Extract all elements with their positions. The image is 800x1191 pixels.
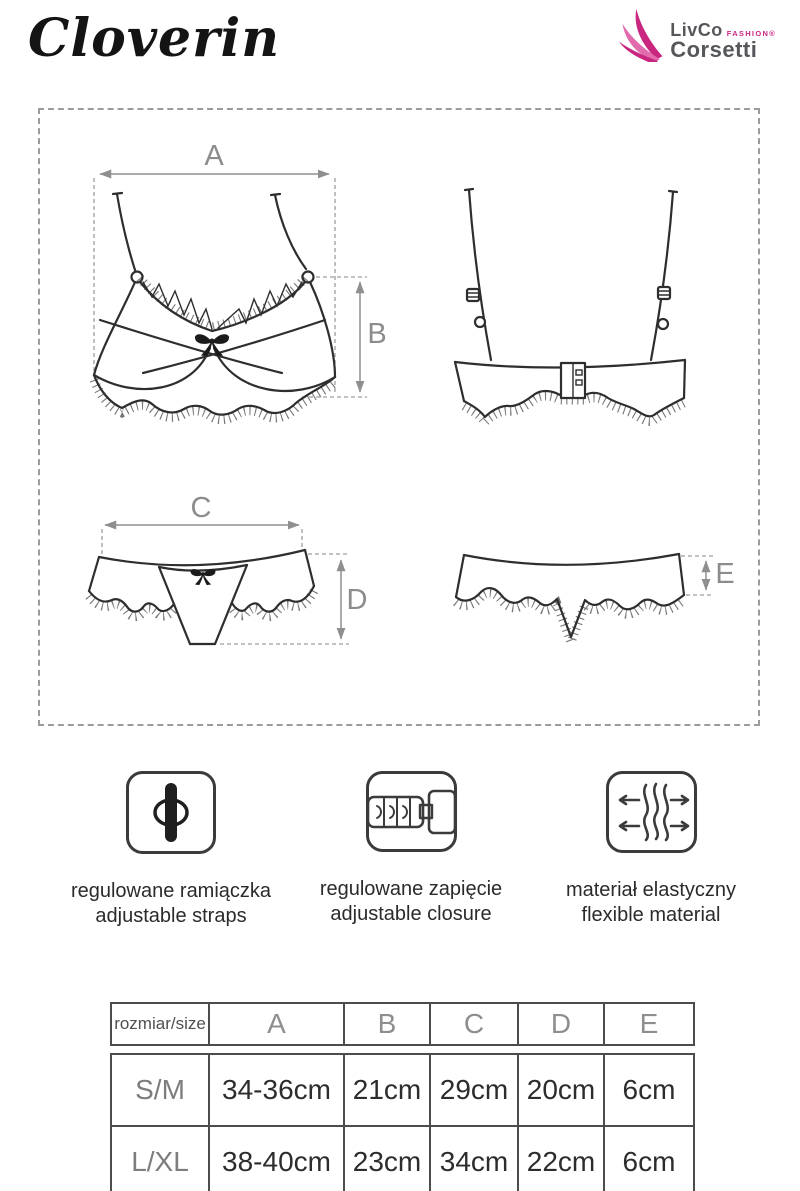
panties-back-drawing <box>456 554 684 642</box>
adjustable-closure-icon <box>365 770 458 853</box>
dimension-label-b: B <box>367 318 387 350</box>
brand-swoosh-icon <box>616 6 668 62</box>
bra-front-drawing <box>94 193 335 420</box>
brand-name-corsetti: Corsetti <box>670 37 758 62</box>
size-label: L/XL <box>111 1126 209 1191</box>
garment-diagram-svg <box>40 110 758 724</box>
dimension-label-c: C <box>190 492 212 524</box>
value-b: 23cm <box>344 1126 430 1191</box>
feature-adjustable-straps <box>51 770 291 929</box>
flexible-material-icon <box>605 770 698 854</box>
value-a: 34-36cm <box>209 1054 344 1126</box>
value-b: 21cm <box>344 1054 430 1126</box>
feature-list <box>51 770 771 929</box>
table-corner-label: rozmiar/size <box>111 1003 209 1045</box>
brand-name-livco: LivCo <box>670 20 723 40</box>
feature-flexible-material <box>531 770 771 929</box>
size-table <box>110 1002 693 1191</box>
feature-caption-pl: regulowane zapięcie <box>319 878 503 900</box>
size-table-body <box>110 1053 695 1191</box>
bra-back-drawing <box>455 189 685 422</box>
table-row-lxl <box>111 1126 694 1191</box>
value-d: 22cm <box>518 1126 604 1191</box>
brand-logo <box>616 6 776 63</box>
table-row-sm <box>111 1054 694 1126</box>
feature-caption-en: adjustable closure <box>330 903 492 925</box>
adjustable-straps-icon <box>125 770 217 855</box>
table-column-a: A <box>209 1003 344 1045</box>
feature-caption-en: flexible material <box>581 904 721 926</box>
value-c: 29cm <box>430 1054 518 1126</box>
measurement-diagram <box>38 108 760 726</box>
feature-caption-pl: materiał elastyczny <box>565 879 737 901</box>
size-label: S/M <box>111 1054 209 1126</box>
value-d: 20cm <box>518 1054 604 1126</box>
table-column-d: D <box>518 1003 604 1045</box>
brand-name-fashion: FASHION® <box>726 29 776 38</box>
size-table-header <box>110 1002 695 1046</box>
dimension-label-e: E <box>715 558 735 590</box>
value-e: 6cm <box>604 1126 694 1191</box>
feature-caption-en: adjustable straps <box>95 905 247 927</box>
panties-front-drawing <box>89 550 314 644</box>
value-a: 38-40cm <box>209 1126 344 1191</box>
feature-adjustable-closure <box>291 770 531 929</box>
value-c: 34cm <box>430 1126 518 1191</box>
dimension-label-a: A <box>204 140 224 172</box>
table-column-c: C <box>430 1003 518 1045</box>
feature-caption-pl: regulowane ramiączka <box>70 880 272 902</box>
dimension-label-d: D <box>346 584 368 616</box>
brand-logo-text <box>670 20 776 63</box>
value-e: 6cm <box>604 1054 694 1126</box>
table-column-e: E <box>604 1003 694 1045</box>
table-column-b: B <box>344 1003 430 1045</box>
product-name: Cloverin <box>28 8 281 69</box>
